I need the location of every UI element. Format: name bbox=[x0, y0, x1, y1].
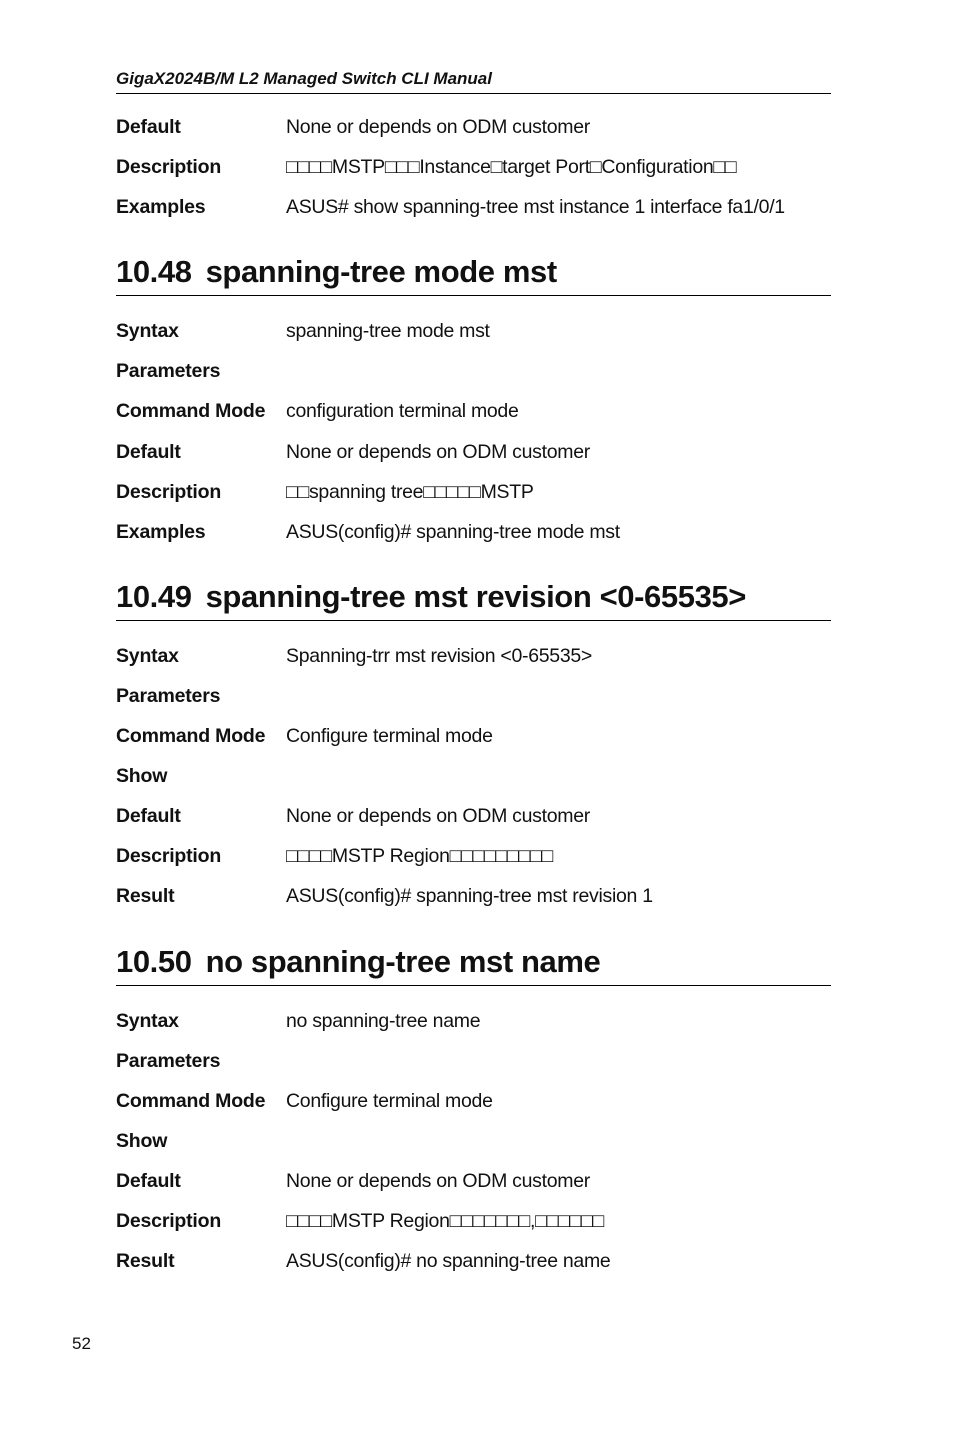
s1-row-default bbox=[116, 439, 831, 465]
section-heading: spanning-tree mst revision <0-65535> bbox=[205, 579, 746, 614]
s2-row-parameters bbox=[116, 683, 831, 709]
row-label: Show bbox=[116, 1130, 168, 1152]
row-value: None or depends on ODM customer bbox=[286, 805, 590, 827]
s3-row-parameters bbox=[116, 1048, 831, 1074]
page-header-title: GigaX2024B/M L2 Managed Switch CLI Manual bbox=[116, 68, 831, 94]
row-label: Command Mode bbox=[116, 1090, 266, 1112]
row-label: Parameters bbox=[116, 1050, 221, 1072]
s2-row-command-mode bbox=[116, 723, 831, 749]
section-heading: no spanning-tree mst name bbox=[205, 944, 601, 979]
section-number: 10.48 bbox=[116, 254, 192, 289]
row-value: spanning-tree mode mst bbox=[286, 320, 490, 342]
row-value: configuration terminal mode bbox=[286, 400, 519, 422]
row-label: Parameters bbox=[116, 685, 221, 707]
row-value: None or depends on ODM customer bbox=[286, 441, 590, 463]
row-label: Result bbox=[116, 1250, 175, 1272]
row-value: None or depends on ODM customer bbox=[286, 1170, 590, 1192]
s3-row-command-mode bbox=[116, 1088, 831, 1114]
row-label: Description bbox=[116, 845, 222, 867]
row-label: Default bbox=[116, 441, 181, 463]
row-label: Show bbox=[116, 765, 168, 787]
row-label: Description bbox=[116, 156, 222, 178]
row-label: Default bbox=[116, 805, 181, 827]
row-value: ASUS(config)# spanning-tree mode mst bbox=[286, 521, 620, 543]
row-value: □□□□MSTP□□□Instance□target Port□Configuration□□ bbox=[286, 156, 737, 178]
row-label: Syntax bbox=[116, 645, 179, 667]
row-label: Examples bbox=[116, 196, 206, 218]
s2-row-default bbox=[116, 803, 831, 829]
section-number: 10.49 bbox=[116, 579, 192, 614]
s1-row-syntax bbox=[116, 318, 831, 344]
row-value: Spanning-trr mst revision <0-65535> bbox=[286, 645, 593, 667]
top-row-default bbox=[116, 114, 831, 140]
row-value: ASUS(config)# no spanning-tree name bbox=[286, 1250, 611, 1272]
s1-row-examples bbox=[116, 519, 831, 545]
s3-row-show bbox=[116, 1128, 831, 1154]
s1-row-command-mode bbox=[116, 398, 831, 424]
row-value: no spanning-tree name bbox=[286, 1010, 481, 1032]
row-label: Syntax bbox=[116, 1010, 179, 1032]
row-label: Default bbox=[116, 116, 181, 138]
row-value: Configure terminal mode bbox=[286, 1090, 493, 1112]
row-label: Parameters bbox=[116, 360, 221, 382]
section-title-10-50 bbox=[116, 943, 831, 986]
row-value: □□□□MSTP Region□□□□□□□,□□□□□□ bbox=[286, 1210, 604, 1232]
row-label: Examples bbox=[116, 521, 206, 543]
section-title-10-49 bbox=[116, 578, 831, 621]
section-title-10-48 bbox=[116, 253, 831, 296]
section-number: 10.50 bbox=[116, 944, 192, 979]
top-row-description bbox=[116, 154, 831, 180]
s3-row-syntax bbox=[116, 1008, 831, 1034]
s3-row-default bbox=[116, 1168, 831, 1194]
s3-row-description bbox=[116, 1208, 831, 1234]
s2-row-description bbox=[116, 843, 831, 869]
row-value: Configure terminal mode bbox=[286, 725, 493, 747]
row-label: Description bbox=[116, 1210, 222, 1232]
section-heading: spanning-tree mode mst bbox=[205, 254, 557, 289]
row-label: Command Mode bbox=[116, 400, 266, 422]
s1-row-parameters bbox=[116, 358, 831, 384]
row-label: Result bbox=[116, 885, 175, 907]
s2-row-show bbox=[116, 763, 831, 789]
row-label: Description bbox=[116, 481, 222, 503]
row-value: □□spanning tree□□□□□MSTP bbox=[286, 481, 534, 503]
row-value: ASUS(config)# spanning-tree mst revision 1 bbox=[286, 885, 653, 907]
row-label: Command Mode bbox=[116, 725, 266, 747]
s2-row-syntax bbox=[116, 643, 831, 669]
row-value: ASUS# show spanning-tree mst instance 1 interface fa1/0/1 bbox=[286, 196, 785, 218]
row-value: □□□□MSTP Region□□□□□□□□□ bbox=[286, 845, 553, 867]
row-value: None or depends on ODM customer bbox=[286, 116, 590, 138]
top-row-examples bbox=[116, 194, 831, 220]
s3-row-result bbox=[116, 1248, 831, 1274]
s1-row-description bbox=[116, 479, 831, 505]
page-number: 52 bbox=[72, 1334, 91, 1353]
row-label: Default bbox=[116, 1170, 181, 1192]
row-label: Syntax bbox=[116, 320, 179, 342]
s2-row-result bbox=[116, 883, 831, 909]
